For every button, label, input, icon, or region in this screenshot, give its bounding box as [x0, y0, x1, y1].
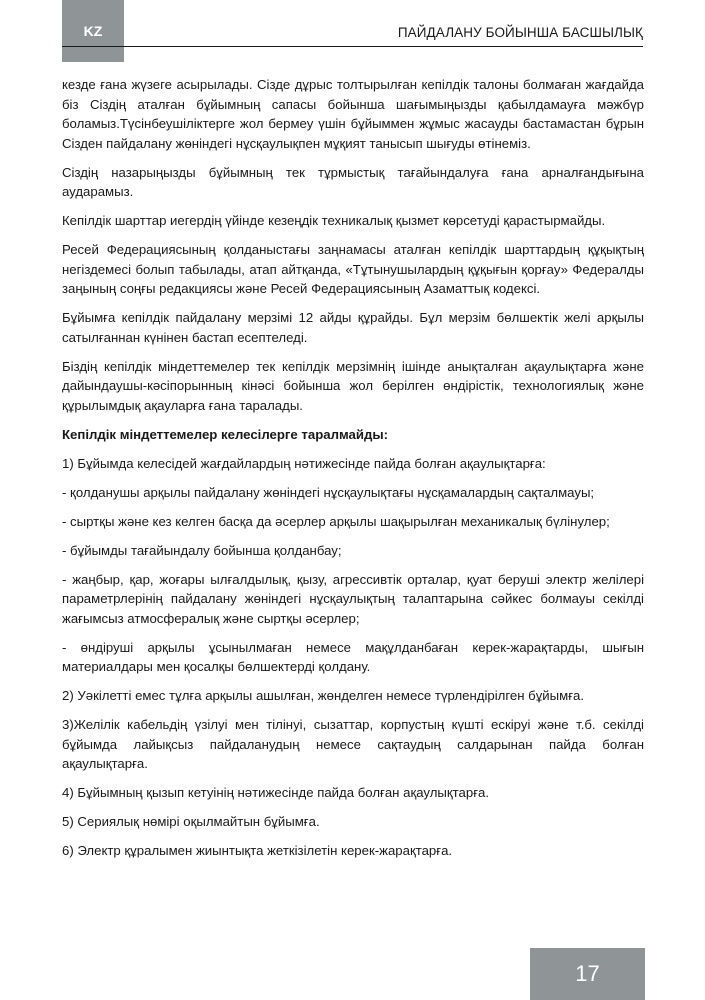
paragraph: кезде ғана жүзеге асырылады. Сізде дұрыс толтырылған кепілдік талоны болмаған жағдайда біз Сіздің аталған бұйымның сапасы бойынша шағымыңызды қабылдамауға мәжбүр боламыз.Түсінбеушіліктерге жол бермеу үшін бұйыммен жұмыс жасауды бастамастан бұрын Сізден пайдалану жөніндегі нұсқаулықпен мұқият танысып шығуды өтінеміз. [62, 77, 644, 151]
list-item: - жаңбыр, қар, жоғары ылғалдылық, қызу, агрессивтік орталар, қуат беруші электр желілері параметрлерінің пайдалану жөніндегі нұсқаулықтың талаптарына сәйкес болмауы секілді жағымсыз атмосфералық және сыртқы әсерлер; [62, 571, 644, 626]
list-item: - өндіруші арқылы ұсынылмаған немесе мақұлданбаған керек-жарақтарды, шығын материалдары мен қосалқы бөлшектерді қолдану. [62, 639, 644, 674]
language-tab: KZ [62, 0, 124, 62]
paragraph: Біздің кепілдік міндеттемелер тек кепілдік мерзімнің ішінде анықталған ақаулықтарға және дайындаушы-кәсіпорынның кінәсі бойынша жол берілген өндірістік, технологиялық және құрылымдық ақауларға ғана таралады. [62, 358, 644, 413]
list-item: - қолданушы арқылы пайдалану жөніндегі нұсқаулықтағы нұсқамалардың сақталмауы; [62, 484, 595, 500]
header-divider [62, 46, 643, 47]
list-item: 6) Электр құралымен жиынтықта жеткізілетін керек-жарақтарға. [62, 843, 453, 858]
list-item: 4) Бұйымның қызып кетуінің нәтижесінде пайда болған ақаулықтарға. [62, 785, 490, 800]
paragraph: Сіздің назарыңызды бұйымның тек тұрмыстық тағайындалуға ғана арналғандығына аударамыз. [62, 164, 644, 199]
paragraph: Кепілдік шарттар иегердің үйінде кезеңдік техникалық қызмет көрсетуді қарастырмайды. [62, 213, 606, 228]
document-body [62, 75, 644, 870]
page-number: 17 [530, 948, 645, 1000]
paragraph: Бұйымға кепілдік пайдалану мерзімі 12 айды құрайды. Бұл мерзім бөлшектік желі арқылы сатылғаннан күнінен бастап есептеледі. [62, 310, 644, 345]
paragraph: Ресей Федерациясының қолданыстағы заңнамасы аталған кепілдік шарттардың құқықтың негіздемесі болып табылады, атап айтқанда, «Тұтынушылардың құқығын қорғау» Федералды заңының соңғы редакциясы және Ресей Федерациясының Азаматтық кодексі. [62, 242, 644, 296]
list-item: 3)Желілік кабельдің үзілуі мен тілінуі, сызаттар, корпустың күшті ескіруі және т.б. секілді бұйымда лайықсыз пайдаланудың немесе сақтаудың салдарынан пайда болған ақаулықтарға. [62, 717, 644, 771]
list-item: - бұйымды тағайындалу бойынша қолданбау; [62, 542, 342, 558]
list-item: - сыртқы және кез келген басқа да әсерлер арқылы шақырылған механикалық бүлінулер; [62, 513, 610, 529]
list-item: 5) Сериялық нөмірі оқылмайтын бұйымға. [62, 814, 320, 829]
list-item: 2) Уәкілетті емес тұлға арқылы ашылған, жөнделген немесе түрлендірілген бұйымға. [62, 688, 585, 703]
document-title: ПАЙДАЛАНУ БОЙЫНША БАСШЫЛЫҚ [397, 25, 643, 40]
list-item: 1) Бұйымда келесідей жағдайлардың нәтижесінде пайда болған ақаулықтарға: [62, 455, 546, 471]
section-heading: Кепілдік міндеттемелер келесілерге таралмайды: [62, 426, 389, 442]
